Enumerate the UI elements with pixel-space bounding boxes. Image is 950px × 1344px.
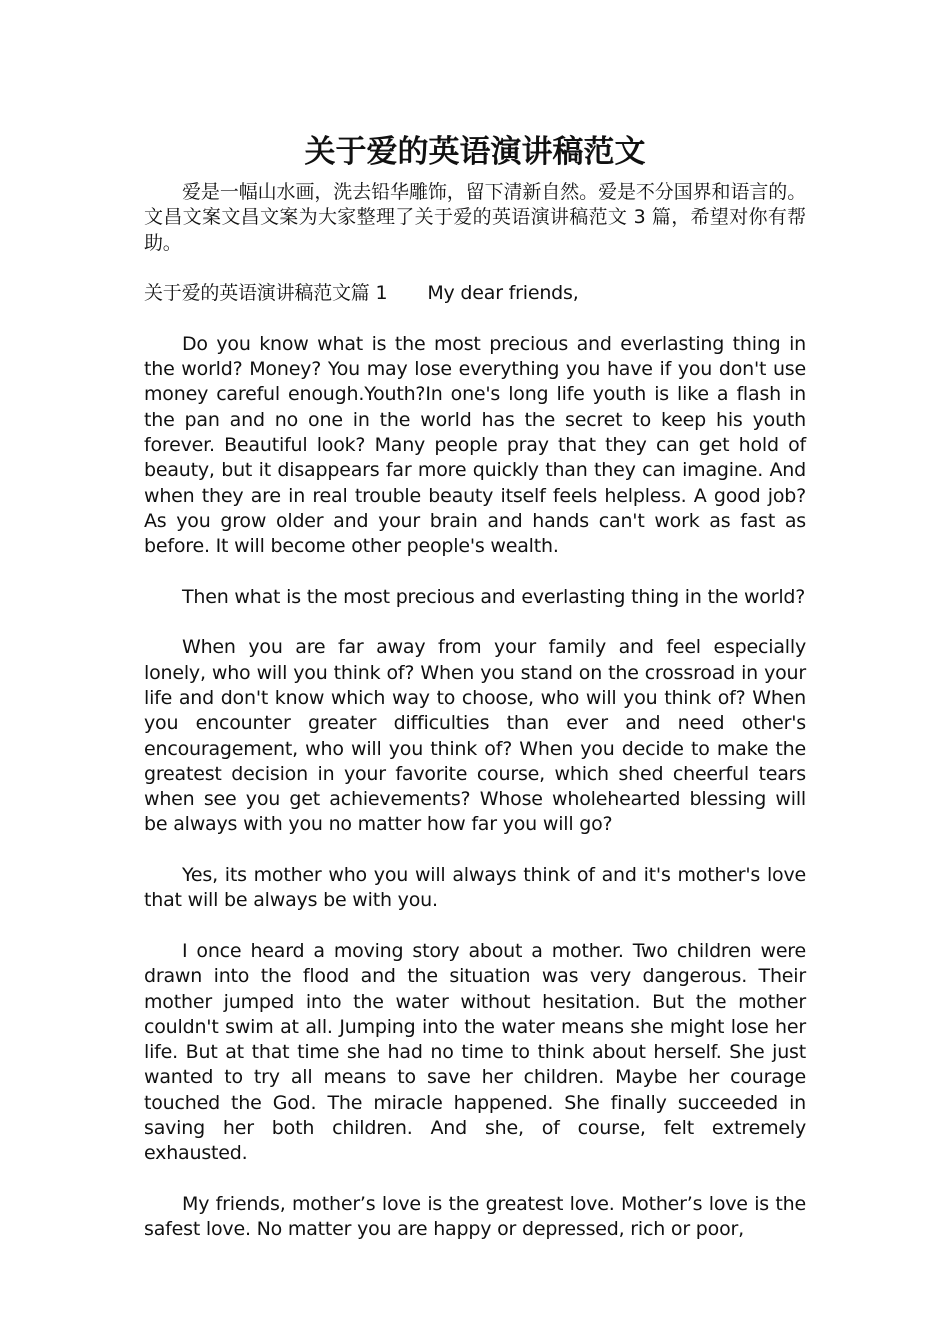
body-paragraph: Yes, its mother who you will always think of and it's mother's love that will be always be with you. <box>144 864 806 912</box>
section-heading: 关于爱的英语演讲稿范文篇 1 <box>144 282 388 305</box>
document-title: 关于爱的英语演讲稿范文 <box>304 134 646 170</box>
spacer <box>144 256 806 281</box>
intro-paragraph: 爱是一幅山水画，洗去铅华雕饰，留下清新自然。爱是不分国界和语言的。文昌文案文昌文案为大家整理了关于爱的英语演讲稿范文 3 篇，希望对你有帮助。 <box>144 181 806 254</box>
body-paragraph: Do you know what is the most precious and everlasting thing in the world? Money? You may lose everything you have if you don't use money careful enough.Youth?In one's long life youth is like a flash in the pan and no one in the world has the secret to keep his youth forever. Beautiful look? Many people pray that they can get hold of beauty, but it disappears far more quickly than they can imagine. And when they are in real trouble beauty itself feels helpless. A good job? As you grow older and your brain and hands can't work as fast as before. It will become other people's wealth. <box>144 332 806 558</box>
document-page <box>144 124 806 1242</box>
salutation: My dear friends, <box>427 282 579 305</box>
body-paragraph: Then what is the most precious and everlasting thing in the world? <box>182 585 806 608</box>
section-heading-line <box>144 281 806 306</box>
body-paragraph: My friends, mother’s love is the greatest love. Mother’s love is the safest love. No matter you are happy or depressed, rich or poor, <box>144 1192 806 1241</box>
body-paragraph: When you are far away from your family and feel especially lonely, who will you think of? When you stand on the crossroad in your life and don't know which way to choose, who will you think of? When you encounter greater difficulties than ever and need other's encouragement, who will you think of? When you decide to make the greatest decision in your favorite course, which shed cheerful tears when see you get achievements? Whose wholehearted blessing will be always with you no matter how far you will go? <box>144 636 806 836</box>
body-paragraph: I once heard a moving story about a mother. Two children were drawn into the flood and the situation was very dangerous. Their mother jumped into the water without hesitation. But the mother couldn't swim at all. Jumping into the water means she might lose her life. But at that time she had no time to think about herself. She just wanted to try all means to save her children. Maybe her courage touched the God. The miracle happened. She finally succeeded in saving her both children. And she, of course, felt extremely exhausted. <box>144 939 806 1165</box>
